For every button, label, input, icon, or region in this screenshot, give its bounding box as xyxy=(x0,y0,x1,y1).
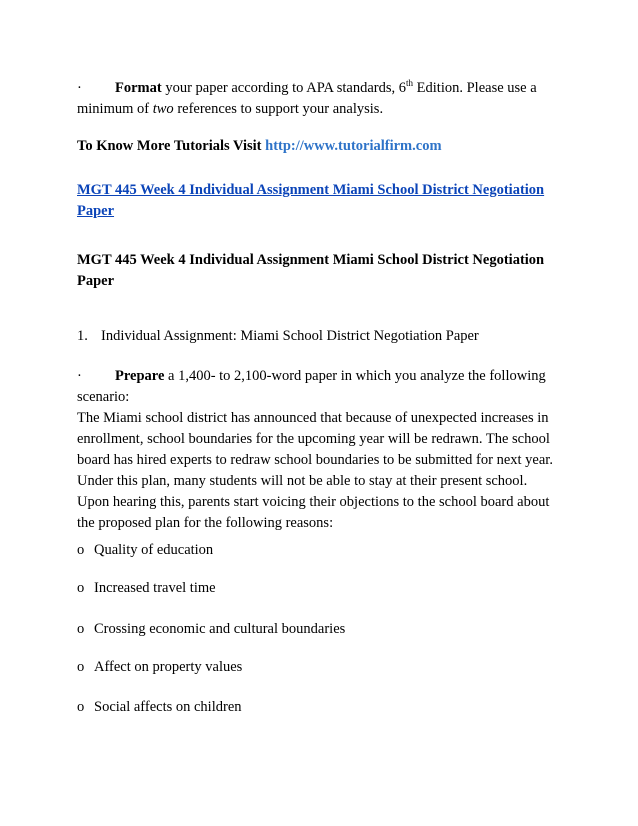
format-line-2-post: references to support your analysis. xyxy=(173,101,384,117)
prepare-line-1 xyxy=(77,366,557,387)
reason-item xyxy=(77,657,557,678)
reason-text: Social affects on children xyxy=(94,699,242,715)
promo-label: To Know More Tutorials Visit xyxy=(77,138,266,154)
promo-line xyxy=(77,136,557,157)
title-link-line-1[interactable]: MGT 445 Week 4 Individual Assignment Miami School District Negotiation xyxy=(77,182,545,198)
title-link-line-2[interactable]: Paper xyxy=(77,203,115,219)
reason-item xyxy=(77,697,557,718)
format-line-2 xyxy=(77,99,557,120)
heading-line-1: MGT 445 Week 4 Individual Assignment Miami School District Negotiation xyxy=(77,252,545,268)
assignment-item xyxy=(77,326,557,347)
list-marker: o xyxy=(77,580,85,596)
format-line-2-italic: two xyxy=(152,101,174,117)
prepare-paragraph xyxy=(77,366,557,534)
prepare-line: enrollment, school boundaries for the upcoming year will be redrawn. The school xyxy=(77,431,550,447)
reason-item xyxy=(77,619,557,640)
format-label: Format xyxy=(115,80,162,96)
reason-text: Quality of education xyxy=(94,542,214,558)
title-link-block xyxy=(77,180,557,222)
format-superscript: th xyxy=(406,78,414,88)
bullet-dot: · xyxy=(77,80,82,96)
prepare-line: Under this plan, many students will not be able to stay at their present school. xyxy=(77,473,528,489)
reason-text: Crossing economic and cultural boundaries xyxy=(94,621,346,637)
reason-text: Affect on property values xyxy=(94,659,243,675)
prepare-line: scenario: xyxy=(77,389,130,405)
list-marker: o xyxy=(77,659,85,675)
format-line-1 xyxy=(77,78,557,99)
promo-url[interactable]: http://www.tutorialfirm.com xyxy=(265,138,442,154)
reason-item xyxy=(77,540,557,561)
page-heading xyxy=(77,250,557,292)
list-marker: o xyxy=(77,621,85,637)
prepare-label: Prepare xyxy=(115,368,165,384)
prepare-line: the proposed plan for the following reasons: xyxy=(77,515,334,531)
heading-line-2: Paper xyxy=(77,273,115,289)
prepare-text: a 1,400- to 2,100-word paper in which you analyze the following xyxy=(164,368,546,384)
bullet-dot: · xyxy=(77,368,82,384)
format-text-2: Edition. Please use a xyxy=(413,80,537,96)
title-link[interactable] xyxy=(77,182,544,219)
list-marker: o xyxy=(77,699,85,715)
assignment-number: 1. xyxy=(77,328,88,344)
prepare-line: board has hired experts to redraw school boundaries to be submitted for next year. xyxy=(77,452,553,468)
reason-text: Increased travel time xyxy=(94,580,216,596)
reason-item xyxy=(77,578,557,599)
list-marker: o xyxy=(77,542,85,558)
format-line-2-pre: minimum of xyxy=(77,101,153,117)
prepare-line: Upon hearing this, parents start voicing their objections to the school board about xyxy=(77,494,550,510)
assignment-title: Individual Assignment: Miami School District Negotiation Paper xyxy=(101,328,479,344)
format-text-1: your paper according to APA standards, 6 xyxy=(161,80,407,96)
format-instruction xyxy=(77,78,557,120)
prepare-line: The Miami school district has announced that because of unexpected increases in xyxy=(77,410,549,426)
